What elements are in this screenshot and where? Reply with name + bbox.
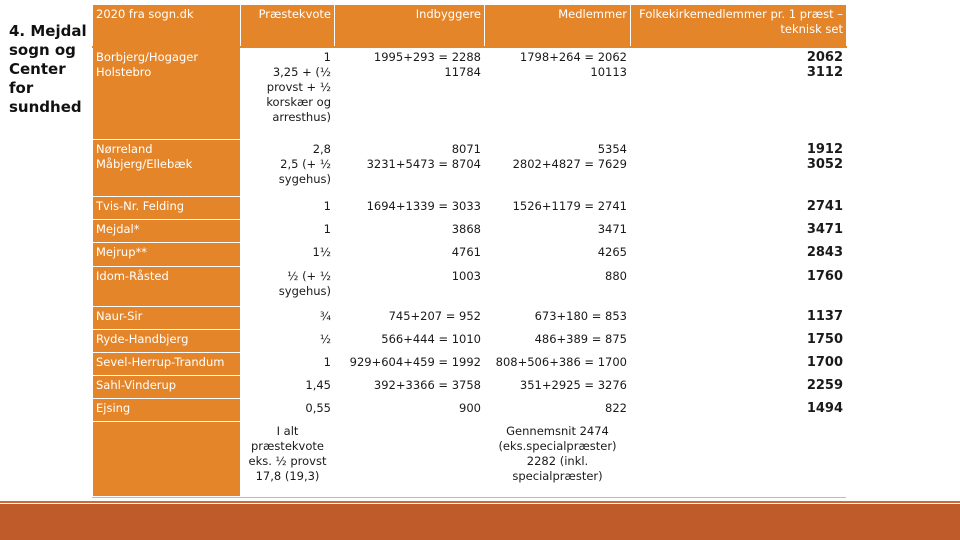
cell-sogn: Ryde-Handbjerg: [93, 329, 241, 352]
table-row: [93, 375, 847, 398]
footer-bar: [0, 504, 960, 540]
table-row: [93, 352, 847, 375]
table-row: [93, 243, 847, 266]
cell-pr-praest: 2741: [631, 197, 847, 220]
cell-pr-praest: 1750: [631, 329, 847, 352]
cell-sogn: Tvis-Nr. Felding: [93, 197, 241, 220]
table-row: [93, 220, 847, 243]
header-indbyggere: Indbyggere: [335, 5, 485, 47]
cell-pr-praest: 1760: [631, 266, 847, 306]
cell-sogn: Ejsing: [93, 399, 241, 422]
cell-indbyggere: 4761: [335, 243, 485, 266]
cell-indbyggere: 3868: [335, 220, 485, 243]
table-row: [93, 197, 847, 220]
cell-medlemmer: 822: [485, 399, 631, 422]
cell-kvote: 1½: [241, 243, 335, 266]
cell-kvote: 1: [241, 352, 335, 375]
cell-pr-praest: 2259: [631, 375, 847, 398]
cell-kvote: 1: [241, 197, 335, 220]
cell-medlemmer: 3471: [485, 220, 631, 243]
cell-indbyggere: 900: [335, 399, 485, 422]
cell-kvote: 1 3,25 + (½ provst + ½ korskær og arresthus): [241, 47, 335, 140]
table-row: [93, 139, 847, 197]
cell-medlemmer: 486+389 = 875: [485, 329, 631, 352]
cell-pr-praest: 3471: [631, 220, 847, 243]
cell-pr-praest: 1494: [631, 399, 847, 422]
cell-kvote: 2,8 2,5 (+ ½ sygehus): [241, 139, 335, 197]
cell-sogn: Idom-Råsted: [93, 266, 241, 306]
table-row: [93, 47, 847, 140]
cell-pr-praest: 1137: [631, 306, 847, 329]
table-row: [93, 306, 847, 329]
cell-total-medlemmer: Gennemsnit 2474 (eks.specialpræster) 2282 (inkl. specialpræster): [485, 422, 631, 497]
cell-medlemmer: 673+180 = 853: [485, 306, 631, 329]
cell-medlemmer: 351+2925 = 3276: [485, 375, 631, 398]
cell-kvote: 1,45: [241, 375, 335, 398]
cell-medlemmer: 880: [485, 266, 631, 306]
cell-indbyggere: 566+444 = 1010: [335, 329, 485, 352]
footer-line: [0, 501, 960, 503]
cell-kvote: 1: [241, 220, 335, 243]
cell-medlemmer: 4265: [485, 243, 631, 266]
cell-kvote: ½ (+ ½ sygehus): [241, 266, 335, 306]
totals-row: [93, 422, 847, 497]
cell-total-pr-praest: [631, 422, 847, 497]
header-pr-praest: Folkekirkemedlemmer pr. 1 præst – teknisk set: [631, 5, 847, 47]
cell-kvote: 0,55: [241, 399, 335, 422]
table-row: [93, 399, 847, 422]
cell-pr-praest: 2843: [631, 243, 847, 266]
cell-sogn: Sevel-Herrup-Trandum: [93, 352, 241, 375]
cell-indbyggere: 929+604+459 = 1992: [335, 352, 485, 375]
parish-table: [92, 4, 847, 497]
table-bottom-rule: [92, 497, 846, 498]
cell-medlemmer: 5354 2802+4827 = 7629: [485, 139, 631, 197]
cell-total-kvote: I alt præstekvote eks. ½ provst 17,8 (19,3): [241, 422, 335, 497]
cell-pr-praest: 1700: [631, 352, 847, 375]
cell-sogn: Mejdal*: [93, 220, 241, 243]
cell-medlemmer: 808+506+386 = 1700: [485, 352, 631, 375]
cell-sogn: Mejrup**: [93, 243, 241, 266]
header-medlemmer: Medlemmer: [485, 5, 631, 47]
cell-indbyggere: 8071 3231+5473 = 8704: [335, 139, 485, 197]
cell-sogn: Nørreland Måbjerg/Ellebæk: [93, 139, 241, 197]
cell-kvote: ¾: [241, 306, 335, 329]
cell-indbyggere: 392+3366 = 3758: [335, 375, 485, 398]
table-body: [93, 47, 847, 497]
cell-medlemmer: 1798+264 = 2062 10113: [485, 47, 631, 140]
cell-indbyggere: 1995+293 = 2288 11784: [335, 47, 485, 140]
cell-indbyggere: 1694+1339 = 3033: [335, 197, 485, 220]
header-row: [93, 5, 847, 47]
cell-pr-praest: 2062 3112: [631, 47, 847, 140]
header-sogn: 2020 fra sogn.dk: [93, 5, 241, 47]
table-row: [93, 266, 847, 306]
cell-kvote: ½: [241, 329, 335, 352]
header-praestekvote: Præstekvote: [241, 5, 335, 47]
cell-sogn-empty: [93, 422, 241, 497]
cell-sogn: Naur-Sir: [93, 306, 241, 329]
cell-indbyggere: 1003: [335, 266, 485, 306]
cell-sogn: Borbjerg/Hogager Holstebro: [93, 47, 241, 140]
cell-total-indbyggere: [335, 422, 485, 497]
cell-medlemmer: 1526+1179 = 2741: [485, 197, 631, 220]
cell-sogn: Sahl-Vinderup: [93, 375, 241, 398]
cell-indbyggere: 745+207 = 952: [335, 306, 485, 329]
slide-title: 4. Mejdal sogn og Center for sundhed: [9, 22, 87, 116]
table-row: [93, 329, 847, 352]
cell-pr-praest: 1912 3052: [631, 139, 847, 197]
